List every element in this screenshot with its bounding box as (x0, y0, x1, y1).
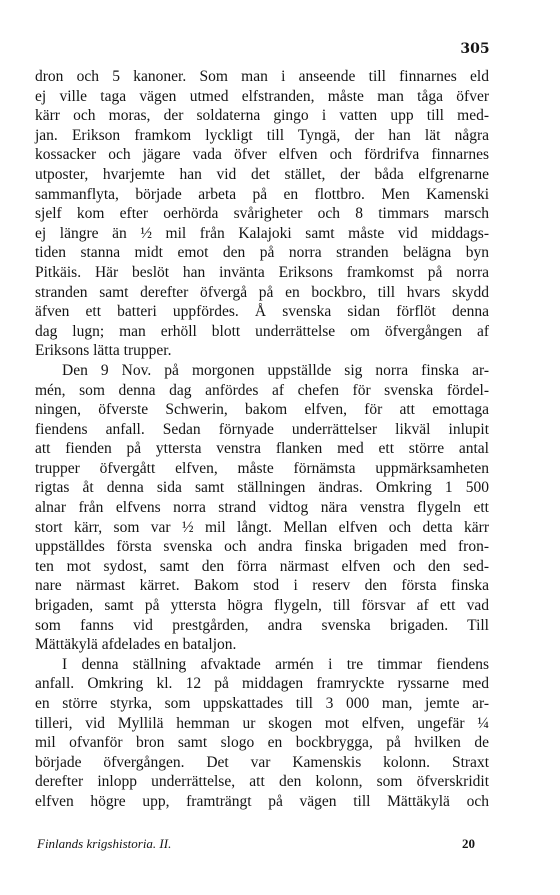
paragraph-start-line: Den 9 Nov. på morgonen uppställde sig norra finska ar- (62, 361, 489, 379)
text-line: ningen, öfverste Schwerin, bakom elfven, för att emottaga (35, 401, 489, 419)
text-line: alnar från elfvens norra strand vidtog nära venstra flygeln ett (35, 499, 489, 517)
text-line: dag lugn; man erhöll blott underrättelse om öfvergången af (35, 322, 489, 340)
running-title: Finlands krigshistoria. II. (37, 836, 172, 851)
text-line: sjelf kom efter oerhörda svårigheter och 8 timmars marsch (35, 205, 489, 223)
paragraph-end-line: Mättäkylä afdelades en bataljon. (35, 636, 237, 654)
page-number: 305 (460, 41, 490, 57)
text-line: sammanflyta, började arbeta på en flottbro. Men Kamenski (35, 185, 489, 203)
page-footer (35, 836, 489, 854)
text-line: jan. Erikson framkom lyckligt till Tyngä, der han lät några (35, 126, 489, 144)
text-line: ej längre än ½ mil från Kalajoki samt måste vid middags- (35, 224, 489, 242)
text-line: nare närmast kärret. Bakom stod i reserv den första finska (35, 577, 489, 595)
text-line: elfven högre upp, framträngt på vägen till Mättäkylä och (35, 792, 489, 810)
text-line: en större styrka, som uppskattades till 3 000 man, jemte ar- (35, 695, 489, 712)
text-line: Pitkäis. Här beslöt han invänta Eriksons framkomst på norra (35, 263, 489, 281)
text-line: kärr och moras, der soldaterna gingo i vatten upp till med- (35, 107, 489, 125)
text-line: ej ville taga vägen utmed elfstranden, måste man tåga öfver (35, 87, 489, 105)
text-line: började öfvergången. Det var Kamenskis kolonn. Straxt (35, 753, 489, 771)
text-line: dron och 5 kanoner. Som man i anseende till finnarnes eld (35, 68, 489, 85)
text-line: anfall. Omkring kl. 12 på middagen framryckte ryssarne med (35, 675, 489, 693)
text-line: tiden stanna midt emot den på norra stranden belägna byn (35, 244, 489, 262)
text-line: derefter inlopp underrättelse, att den kolonn, som öfverskridit (35, 773, 489, 791)
text-line: ten mot sydost, samt den förra närmast elfven och den sed- (35, 557, 489, 575)
text-line: mil ofvanför bron samt slogo en bockbrygga, på hvilken de (35, 734, 489, 752)
body-text (35, 67, 489, 812)
text-line: äfven ett batteri uppfördes. Å svenska sidan förflöt denna (35, 303, 489, 321)
text-line: uppställdes första svenska och andra finska brigaden med fron- (35, 538, 489, 556)
text-line: tilleri, vid Myllilä hemman ur skogen mot elfven, ungefär ¼ (35, 714, 489, 732)
text-line: kossacker och jägare vada öfver elfven och fördrifva finnarnes (35, 146, 489, 164)
text-line: mén, som denna dag anfördes af chefen för svenska fördel- (35, 381, 489, 399)
text-line: utposter, hvarjemte han vid det stället, der båda elfgrenarne (35, 165, 489, 183)
text-line: rigtas åt denna sida samt ställningen ändras. Omkring 1 500 (35, 479, 489, 497)
text-line: fiendens anfall. Sedan förnyade underrättelser likväl inlupit (35, 420, 489, 438)
text-line: stranden samt derefter öfvergå på en bockbro, till hvars skydd (35, 283, 489, 301)
text-line: brigaden, samt på yttersta högra flygeln, till försvar af ett vad (35, 597, 489, 615)
text-line: som fanns vid prestgården, andra svenska brigaden. Till (35, 616, 489, 634)
paragraph-end-line: Eriksons lätta trupper. (35, 342, 172, 360)
text-line: att fienden på yttersta venstra flanken med ett större antal (35, 440, 489, 458)
text-line: trupper öfvergått elfven, måste förnämsta uppmärksamheten (35, 459, 489, 477)
paragraph-start-line: I denna ställning afvaktade armén i tre timmar fiendens (62, 655, 489, 673)
signature-mark: 20 (462, 836, 475, 851)
text-line: stort kärr, som var ½ mil långt. Mellan elfven och detta kärr (35, 518, 489, 536)
